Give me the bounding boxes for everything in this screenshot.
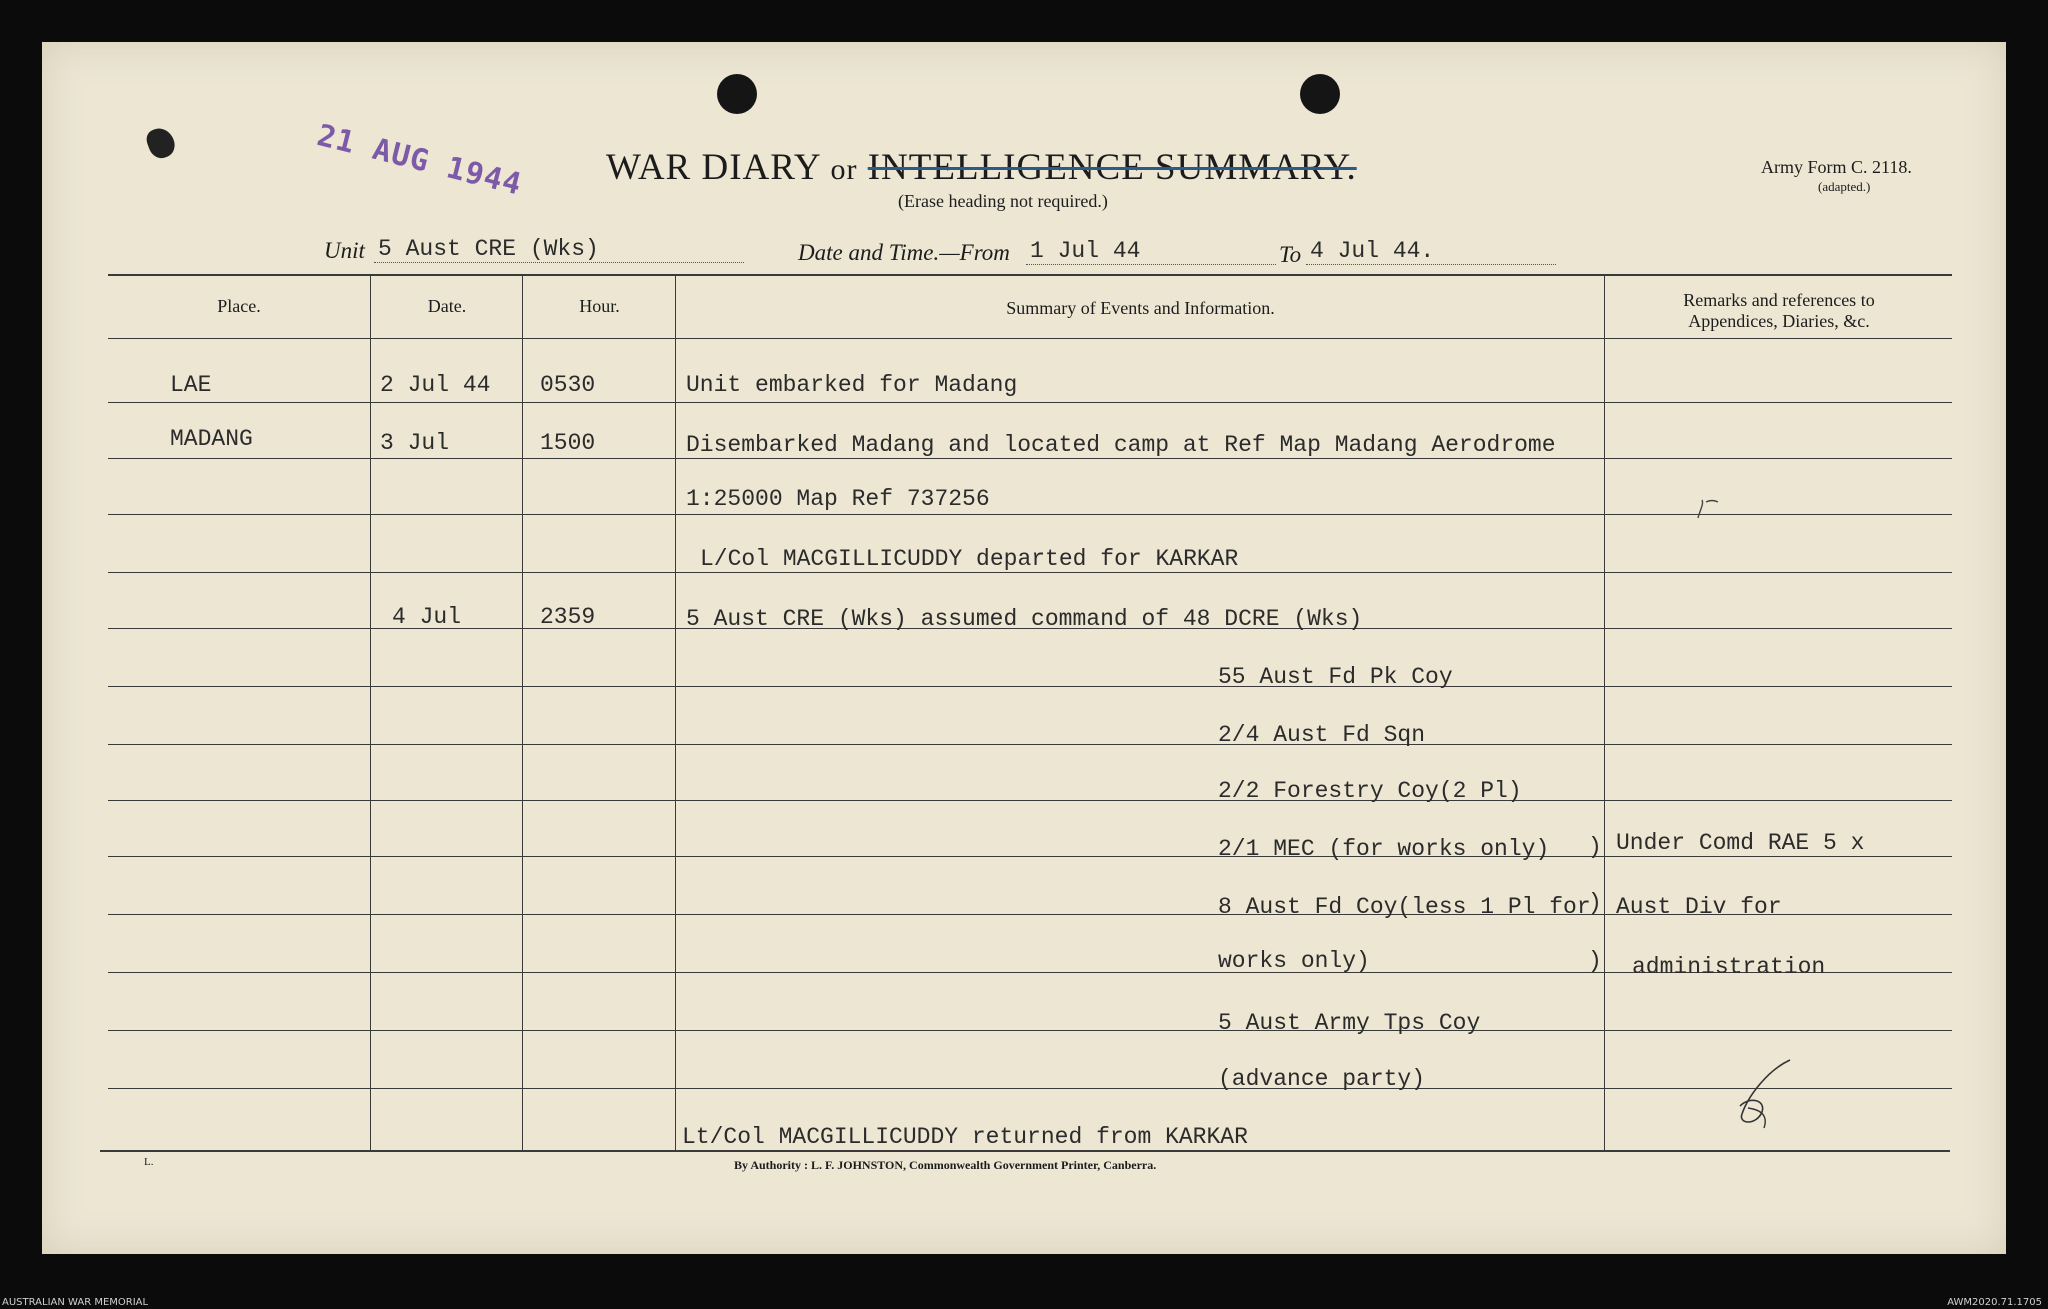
entry-summary: 55 Aust Fd Pk Coy xyxy=(1218,664,1453,690)
entry-summary: 5 Aust Army Tps Coy xyxy=(1218,1010,1481,1036)
army-form-note: (adapted.) xyxy=(1818,179,1871,194)
entry-date: 4 Jul xyxy=(392,604,462,630)
entry-summary: Disembarked Madang and located camp at Ref Map Madang Aerodrome xyxy=(686,432,1556,458)
punch-hole-left xyxy=(717,74,757,114)
remarks-line: Aust Div for xyxy=(1616,894,1782,920)
entry-date: 3 Jul xyxy=(380,430,450,456)
to-dotted-line xyxy=(1306,264,1556,265)
entry-hour: 2359 xyxy=(540,604,596,630)
received-date-stamp: 21 AUG 1944 xyxy=(313,118,526,203)
table-top-rule xyxy=(108,274,1952,276)
column-divider-4 xyxy=(1604,276,1605,1150)
archive-accession-number: AWM2020.71.1705 xyxy=(1947,1297,2042,1308)
handwritten-initials xyxy=(1728,1056,1808,1136)
entry-place: LAE xyxy=(170,372,212,398)
column-divider-3 xyxy=(675,276,676,1150)
document-page xyxy=(42,42,2006,1254)
column-divider-1 xyxy=(370,276,371,1150)
header-row-rule xyxy=(108,338,1952,339)
row-rule xyxy=(108,744,1952,745)
row-rule xyxy=(108,458,1952,459)
entry-hour: 0530 xyxy=(540,372,596,398)
entry-summary: 2/2 Forestry Coy(2 Pl) xyxy=(1218,778,1522,804)
to-label: To xyxy=(1279,242,1302,267)
column-header-date: Date. xyxy=(427,296,467,316)
entry-summary: Lt/Col MACGILLICUDDY returned from KARKAR xyxy=(682,1124,1248,1150)
to-date-value: 4 Jul 44. xyxy=(1310,238,1435,264)
column-header-hour: Hour. xyxy=(579,296,620,316)
date-time-label: Date and Time.—From xyxy=(798,240,1010,265)
table-bottom-rule xyxy=(100,1150,1950,1152)
form-subtitle: (Erase heading not required.) xyxy=(898,191,1108,211)
bracket-mark: ) xyxy=(1588,834,1602,860)
unit-label: Unit xyxy=(324,238,365,263)
entry-summary: L/Col MACGILLICUDDY departed for KARKAR xyxy=(700,546,1239,572)
punch-hole-right xyxy=(1300,74,1340,114)
unit-dotted-line xyxy=(374,262,744,263)
title-war-diary: WAR DIARY xyxy=(606,147,821,188)
entry-summary: works only) xyxy=(1218,948,1370,974)
row-rule xyxy=(108,1088,1952,1089)
entry-summary: (advance party) xyxy=(1218,1066,1426,1092)
form-title xyxy=(606,146,1357,189)
remarks-line: administration xyxy=(1632,954,1826,980)
form-code: L. xyxy=(144,1156,154,1168)
from-dotted-line xyxy=(1026,264,1276,265)
archive-caption-bar xyxy=(0,1254,2048,1309)
bracket-mark: ) xyxy=(1588,890,1602,916)
column-header-remarks-2: Appendices, Diaries, &c. xyxy=(1688,311,1870,331)
remarks-line: Under Comd RAE 5 x xyxy=(1616,830,1865,856)
entry-summary: 8 Aust Fd Coy(less 1 Pl for xyxy=(1218,894,1591,920)
printer-authority: By Authority : L. F. JOHNSTON, Commonwealth Government Printer, Canberra. xyxy=(734,1158,1157,1172)
entry-summary: 1:25000 Map Ref 737256 xyxy=(686,486,990,512)
entry-summary: Unit embarked for Madang xyxy=(686,372,1018,398)
entry-summary: 5 Aust CRE (Wks) assumed command of 48 DCRE (Wks) xyxy=(686,606,1363,632)
archive-credit: AUSTRALIAN WAR MEMORIAL xyxy=(2,1297,149,1308)
entry-date: 2 Jul 44 xyxy=(380,372,491,398)
row-rule xyxy=(108,514,1952,515)
row-rule xyxy=(108,686,1952,687)
entry-summary: 2/4 Aust Fd Sqn xyxy=(1218,722,1426,748)
pencil-tick-mark xyxy=(1694,494,1724,524)
row-rule xyxy=(108,572,1952,573)
column-header-summary: Summary of Events and Information. xyxy=(1006,298,1275,318)
from-date-value: 1 Jul 44 xyxy=(1030,238,1141,264)
row-rule xyxy=(108,402,1952,403)
title-or: or xyxy=(830,153,858,186)
entry-hour: 1500 xyxy=(540,430,596,456)
entry-place: MADANG xyxy=(170,426,253,452)
column-divider-2 xyxy=(522,276,523,1150)
bracket-mark: ) xyxy=(1588,948,1602,974)
row-rule xyxy=(108,800,1952,801)
army-form-number: Army Form C. 2118. xyxy=(1761,157,1912,177)
column-header-remarks-1: Remarks and references to xyxy=(1683,290,1875,310)
row-rule xyxy=(108,1030,1952,1031)
title-intelligence-summary: INTELLIGENCE SUMMARY. xyxy=(867,147,1357,188)
column-header-place: Place. xyxy=(217,296,261,316)
unit-value: 5 Aust CRE (Wks) xyxy=(378,236,599,262)
entry-summary: 2/1 MEC (for works only) xyxy=(1218,836,1550,862)
row-rule xyxy=(108,856,1952,857)
